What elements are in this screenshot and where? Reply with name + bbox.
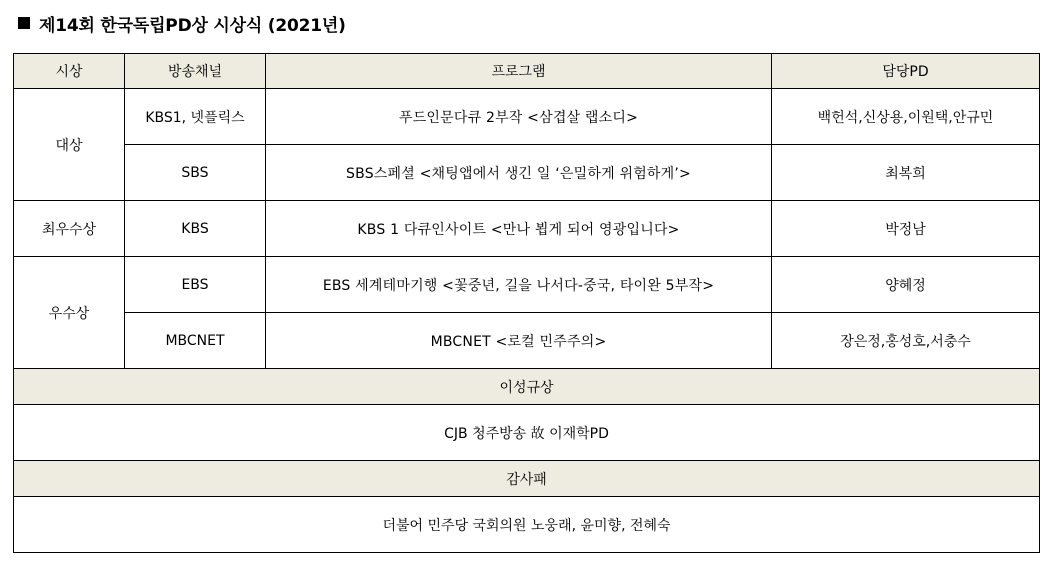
pd-cell: 장은정,홍성호,서충수 <box>772 313 1040 369</box>
header-award: 시상 <box>14 54 125 89</box>
table-row <box>14 313 1040 369</box>
award-cell: 대상 <box>14 89 125 201</box>
pd-cell: 최복희 <box>772 145 1040 201</box>
square-bullet-icon <box>18 17 30 29</box>
pd-cell: 양혜정 <box>772 257 1040 313</box>
channel-cell: MBCNET <box>125 313 266 369</box>
program-cell: 푸드인문다큐 2부작 <삼겹살 랩소디> <box>266 89 772 145</box>
special-award-header-row <box>14 369 1040 405</box>
award-cell: 우수상 <box>14 257 125 369</box>
program-cell: EBS 세계테마기행 <꽃중년, 길을 나서다-중국, 타이완 5부작> <box>266 257 772 313</box>
program-cell: SBS스페셜 <채팅앱에서 생긴 일 ‘은밀하게 위험하게’> <box>266 145 772 201</box>
header-program: 프로그램 <box>266 54 772 89</box>
plaque-content: 더불어 민주당 국회의원 노웅래, 윤미향, 전혜숙 <box>14 497 1040 553</box>
table-row <box>14 89 1040 145</box>
header-pd: 담당PD <box>772 54 1040 89</box>
channel-cell: KBS <box>125 201 266 257</box>
special-award-label: 이성규상 <box>14 369 1040 405</box>
channel-cell: KBS1, 넷플릭스 <box>125 89 266 145</box>
special-award-content: CJB 청주방송 故 이재학PD <box>14 405 1040 461</box>
header-row <box>14 54 1040 89</box>
page-title-text: 제14회 한국독립PD상 시상식 (2021년) <box>39 15 346 36</box>
page-title <box>18 10 346 36</box>
pd-cell: 백헌석,신상용,이원택,안규민 <box>772 89 1040 145</box>
awards-table <box>13 53 1040 553</box>
header-channel: 방송채널 <box>125 54 266 89</box>
table-row <box>14 201 1040 257</box>
award-cell: 최우수상 <box>14 201 125 257</box>
channel-cell: EBS <box>125 257 266 313</box>
plaque-row <box>14 497 1040 553</box>
special-award-row <box>14 405 1040 461</box>
program-cell: MBCNET <로컬 민주주의> <box>266 313 772 369</box>
table-row <box>14 257 1040 313</box>
table-row <box>14 145 1040 201</box>
program-cell: KBS 1 다큐인사이트 <만나 뵙게 되어 영광입니다> <box>266 201 772 257</box>
pd-cell: 박정남 <box>772 201 1040 257</box>
plaque-label: 감사패 <box>14 461 1040 497</box>
channel-cell: SBS <box>125 145 266 201</box>
plaque-header-row <box>14 461 1040 497</box>
